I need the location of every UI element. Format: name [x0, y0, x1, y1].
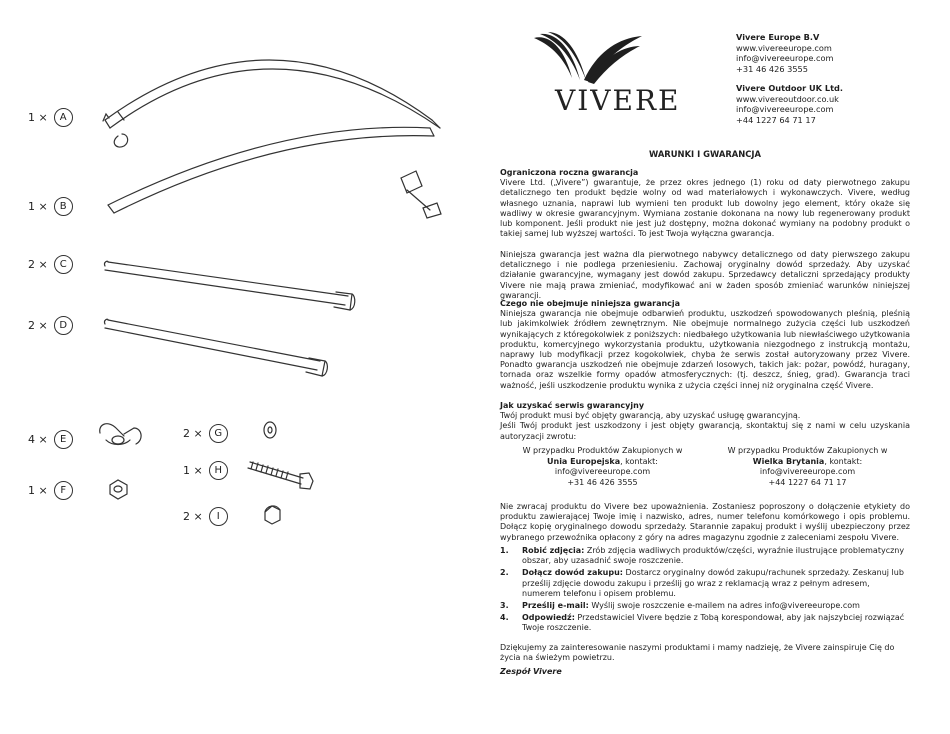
step-number: 2.: [500, 568, 509, 578]
contact-columns: [500, 446, 910, 488]
section-heading: Czego nie obejmuje niniejsza gwarancja: [500, 299, 681, 308]
contact-region-line: [500, 457, 705, 468]
section-exclusions: [500, 299, 910, 391]
company-phone: +31 46 426 3555: [736, 63, 808, 74]
paragraph: Niniejsza gwarancja jest ważna dla pierwotnego nabywcy detalicznego od daty pierwszego zakupu detalicznego i nie podlega przeniesieniu. Zachowaj oryginalny dowód sprzedaży. Aby uzyskać działanie gwarancyjne, wymagany jest dowód zakupu. Sprzedawcy detaliczni sprzedający produkty Vivere nie mają prawa zmieniać, modyfikować ani w żaden sposób zmieniać warunków niniejszej gwarancji.: [500, 250, 910, 300]
part-e-wing-nut-icon: [100, 424, 141, 445]
part-letter-circle: H: [209, 461, 228, 480]
company-email-link[interactable]: info@vivereeurope.com: [736, 104, 834, 114]
part-h-bolt-icon: [248, 462, 313, 489]
company-name: Vivere Europe B.V: [736, 32, 820, 42]
part-qty: 1 ×: [183, 464, 203, 477]
part-letter-circle: B: [54, 197, 73, 216]
region-suffix: , kontakt:: [620, 456, 658, 466]
part-letter-circle: F: [54, 481, 73, 500]
part-a-arched-tube-icon: [103, 60, 440, 147]
document-title: WARUNKI I GWARANCJA: [648, 149, 762, 159]
contact-email-link[interactable]: info@vivereeurope.com: [759, 467, 856, 476]
contact-block-uk: [736, 83, 843, 125]
paragraph: Twój produkt musi być objęty gwarancją, aby uzyskać usługę gwarancyjną.: [500, 411, 801, 421]
part-letter-circle: I: [209, 507, 228, 526]
step-text: [522, 546, 910, 566]
signoff: Zespół Vivere: [500, 667, 562, 676]
part-qty: 2 ×: [183, 427, 203, 440]
step-body: Wyślij swoje roszczenie e-mailem na adres info@vivereeurope.com: [588, 601, 860, 611]
step-item: [500, 601, 910, 611]
paragraph: Niniejsza gwarancja nie obejmuje odbarwień produktu, uszkodzeń spowodowanych pleśnią, pleśnią lub jakimkolwiek źródłem zewnętrznym. Nie obejmuje normalnego zużycia części lub uszkodzeń wynikających z któregokolwiek z poniższych: niedbałego użytkowania lub niewłaściwego użytkowania produktu, komercyjnego wykorzystania produktu, użytkowania niezgodnego z instrukcją montażu, naprawy lub modyfikacji przez kogokolwiek, chyba że serwis został autoryzowany przez Vivere. Ponadto gwarancja uszkodzeń nie obejmuje zdarzeń losowych, takich jak: pożar, powódź, huragany, tornada oraz wszelkie formy opadów atmosferycznych: (tj. deszcz, śnieg, grad). Gwarancja traci ważność, jeśli uszkodzenie produktu wynika z użycia części innej niż oryginalna część Vivere.: [500, 309, 910, 390]
part-i-cap-nut-icon: [265, 506, 280, 524]
section-heading: Ograniczona roczna gwarancja: [500, 168, 639, 177]
contact-column-eu: [500, 446, 705, 488]
part-letter-circle: E: [54, 430, 73, 449]
part-b-curved-tube-icon: [108, 127, 441, 218]
step-lead: Prześlij e-mail:: [522, 601, 589, 611]
part-qty: 2 ×: [183, 510, 203, 523]
contact-phone: +31 46 426 3555: [567, 477, 638, 487]
part-qty: 1 ×: [28, 200, 48, 213]
thanks-paragraph: Dziękujemy za zainteresowanie naszymi produktami i mamy nadzieję, że Vivere zainspiruje Cię do życia na świeżym powietrzu.: [500, 643, 895, 663]
step-item: [500, 546, 910, 566]
part-letter-circle: C: [54, 255, 73, 274]
part-qty: 4 ×: [28, 433, 48, 446]
company-website-link[interactable]: www.vivereoutdoor.co.uk: [736, 93, 839, 104]
part-c-pole-icon: [105, 261, 355, 310]
part-letter-circle: A: [54, 108, 73, 127]
step-item: [500, 613, 910, 633]
part-d-pole-icon: [105, 319, 328, 376]
section-return-instructions: [500, 502, 910, 543]
contact-region-line: [705, 457, 910, 468]
step-number: 3.: [500, 601, 509, 611]
contact-intro: W przypadku Produktów Zakupionych w: [727, 446, 888, 455]
company-phone: +44 1227 64 71 17: [736, 114, 816, 125]
step-item: [500, 568, 910, 599]
section-heading: Jak uzyskać serwis gwarancyjny: [500, 401, 645, 410]
region-suffix: , kontakt:: [824, 456, 863, 466]
paragraph: Jeśli Twój produkt jest uszkodzony i jest objęty gwarancją, skontaktuj się z nami w celu uzyskania autoryzacji zwrotu:: [500, 421, 910, 441]
paragraph: Vivere Ltd. („Vivere”) gwarantuje, że przez okres jednego (1) roku od daty pierwotnego zakupu detalicznego ten produkt będzie wolny od wad materiałowych i wykonawczych. Vivere, według własnego uznania, naprawi lub wymieni ten produkt lub dowolny jego element, który okaże się wadliwy w okresie gwarancyjnym. Wymiana zostanie dokonana na nowy lub regenerowany produkt lub komponent. Jeśli produkt nie jest już dostępny, można dokonać wymiany na podobny produkt o takiej samej lub wyższej wartości. To jest Twoja wyłączna gwarancja.: [500, 178, 910, 239]
region-name: Unia Europejska: [547, 456, 621, 466]
step-body: Przedstawiciel Vivere będzie z Tobą korespondował, aby jak najszybciej rozwiązać Twoje roszczenie.: [522, 613, 905, 633]
section-warranty-validity: [500, 250, 910, 301]
part-qty: 2 ×: [28, 319, 48, 332]
contact-column-uk: [705, 446, 910, 488]
steps-list: [500, 546, 910, 636]
paragraph: Nie zwracaj produktu do Vivere bez upoważnienia. Zostaniesz poproszony o dołączenie etykiety do produktu zawierającej Twoje imię i nazwisko, adres, numer telefonu komórkowego i opis problemu. Dołącz kopię oryginalnego dowodu sprzedaży. Starannie zapakuj produkt i wyślij ubezpieczony przez wybranego przewoźnika opłacony z góry na adres magazynu zgodnie z zaleceniami zespołu Vivere.: [500, 502, 910, 542]
step-lead: Odpowiedź:: [522, 613, 575, 623]
contact-phone: +44 1227 64 71 17: [768, 477, 847, 487]
part-qty: 1 ×: [28, 111, 48, 124]
contact-email-link[interactable]: info@vivereeurope.com: [554, 467, 651, 476]
step-text: [522, 613, 910, 633]
company-name: Vivere Outdoor UK Ltd.: [736, 83, 843, 93]
step-number: 4.: [500, 613, 509, 623]
step-text: [522, 568, 910, 599]
part-qty: 2 ×: [28, 258, 48, 271]
section-service: [500, 401, 910, 442]
step-number: 1.: [500, 546, 509, 555]
vivere-swoosh-logo-icon: [528, 30, 648, 92]
company-email-link[interactable]: info@vivereeurope.com: [736, 53, 834, 63]
brand-logo-text: VIVERE: [555, 84, 681, 117]
part-letter-circle: D: [54, 316, 73, 335]
region-name: Wielka Brytania: [752, 456, 825, 466]
step-body: Dostarcz oryginalny dowód zakupu/rachunek sprzedaży. Zeskanuj lub prześlij zdjęcie dowodu zakupu i prześlij go wraz z reklamacją wraz z pełnym adresem, numerem telefonu i opisem problemu.: [522, 568, 904, 598]
contact-block-europe: [736, 32, 834, 74]
step-lead: Robić zdjęcia:: [522, 546, 585, 555]
company-website-link[interactable]: www.vivereeurope.com: [736, 42, 832, 53]
section-warranty: [500, 168, 910, 239]
part-qty: 1 ×: [28, 484, 48, 497]
step-text: [522, 601, 910, 611]
part-f-hex-nut-icon: [110, 480, 127, 499]
step-lead: Dołącz dowód zakupu:: [522, 568, 623, 578]
part-letter-circle: G: [209, 424, 228, 443]
contact-intro: W przypadku Produktów Zakupionych w: [522, 446, 683, 455]
part-g-washer-icon: [264, 422, 276, 438]
step-body: Zrób zdjęcia wadliwych produktów/części, wyraźnie ilustrujące problematyczny obszar, aby uzasadnić swoje roszczenie.: [522, 546, 905, 566]
